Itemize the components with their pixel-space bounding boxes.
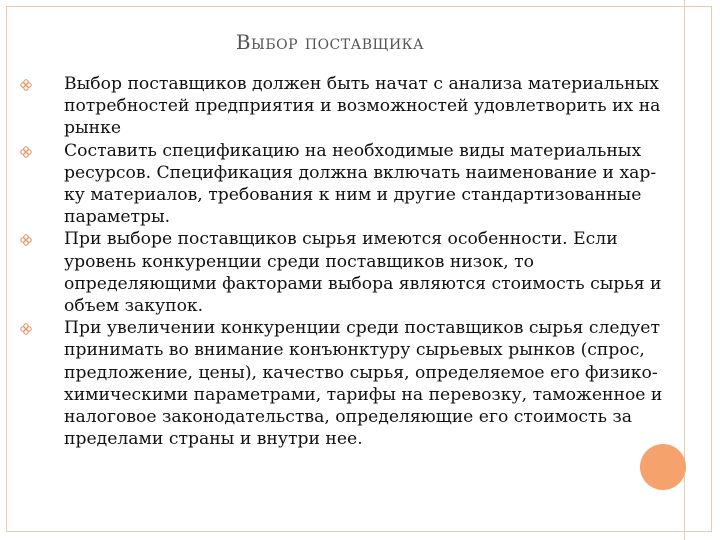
slide-title (0, 30, 660, 54)
bullet-item (20, 317, 670, 450)
slide-title-text: Выбор поставщика (235, 30, 425, 54)
flower-bullet-icon (20, 73, 64, 91)
bullet-item (20, 73, 670, 140)
bullet-item (20, 228, 670, 317)
bullet-text: Составить спецификацию на необходимые виды материальных ресурсов. Спецификация должна включать наименование и хар-ку материалов, требования к ним и другие стандартизованные параметры. (64, 140, 657, 228)
bullet-item (20, 140, 670, 229)
bullet-text: Выбор поставщиков должен быть начат с анализа материальных потребностей предприятия и возможностей удовлетворить их на рынке (64, 74, 661, 139)
bullet-text: При увеличении конкуренции среди поставщиков сырья следует принимать во внимание конъюнктуру сырьевых рынков (спрос, предложение, цены), качество сырья, определяемое его физико-химическими параметрами, тарифы на перевозку, таможенное и налоговое законодательства, определяющие его стоимость за пределами страны и внутри нее. (64, 318, 663, 450)
decorative-orange-circle (640, 444, 686, 490)
flower-bullet-icon (20, 140, 64, 158)
bullet-list (20, 73, 670, 450)
flower-bullet-icon (20, 228, 64, 246)
flower-bullet-icon (20, 317, 64, 335)
bullet-text: При выборе поставщиков сырья имеются особенности. Если уровень конкуренции среди поставщиков низок, то определяющими факторами выбора являются стоимость сырья и объем закупок. (64, 229, 662, 317)
